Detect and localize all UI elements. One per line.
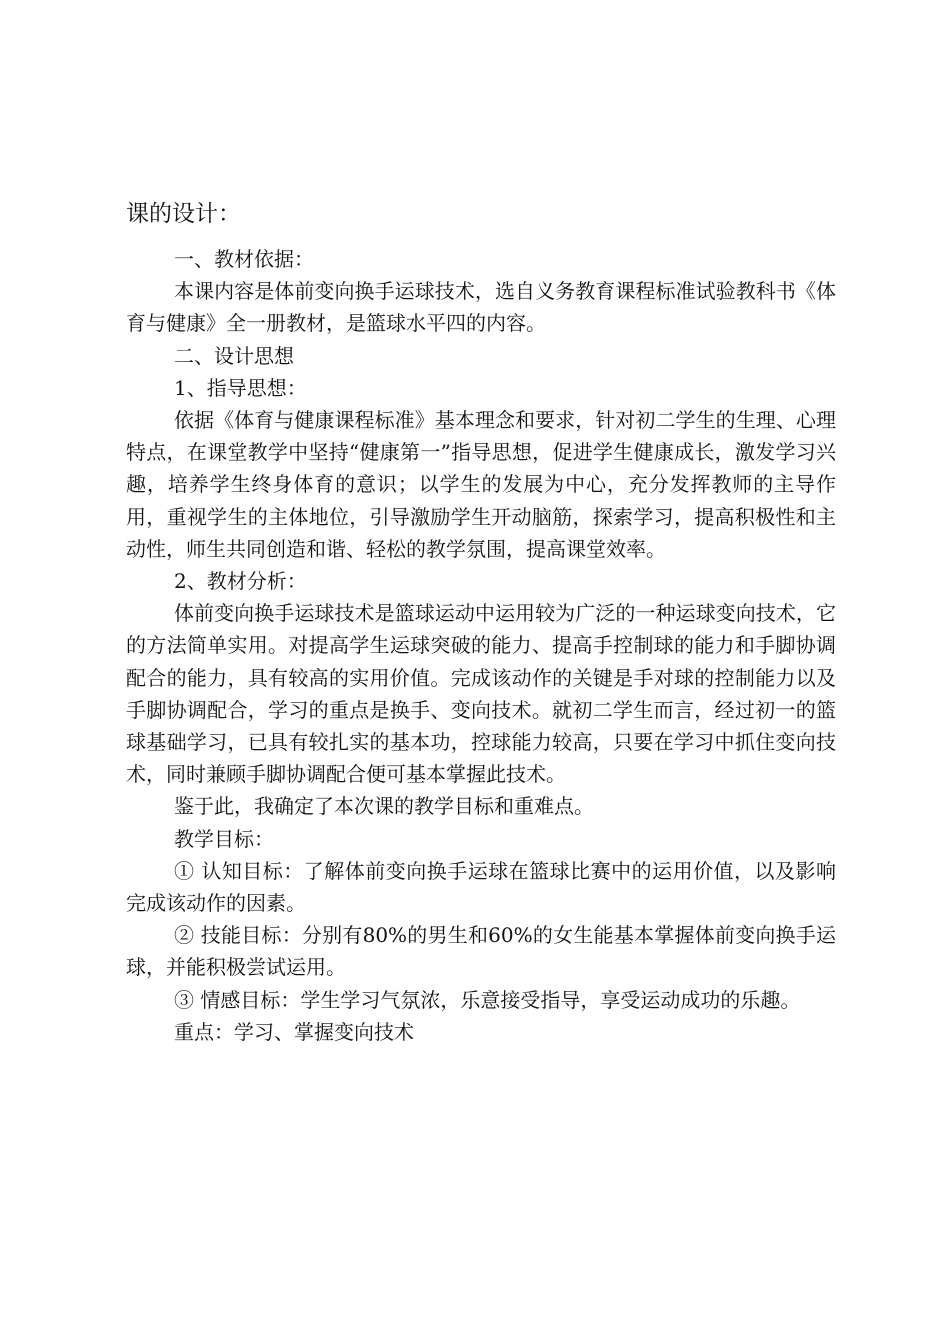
goal-skill: ② 技能目标：分别有80%的男生和60%的女生能基本掌握体前变向换手运球，并能积极尝试运用。 — [126, 923, 836, 980]
goal-affective: ③ 情感目标：学生学习气氛浓，乐意接受指导，享受运动成功的乐趣。 — [174, 987, 801, 1012]
subheading-teaching-goals: 教学目标： — [174, 826, 274, 851]
paragraph-guiding-idea: 依据《体育与健康课程标准》基本理念和要求，针对初二学生的生理、心理特点，在课堂教学中坚持“健康第一”指导思想，促进学生健康成长，激发学习兴趣，培养学生终身体育的意识；以学生的发展为中心，充分发挥教师的主导作用，重视学生的主体地位，引导激励学生开动脑筋，探索学习，提高积极性和主动性，师生共同创造和谐、轻松的教学氛围，提高课堂效率。 — [126, 408, 836, 561]
section-heading-textbook-basis: 一、教材依据： — [174, 247, 314, 271]
goal-cognitive: ① 认知目标：了解体前变向换手运球在篮球比赛中的运用价值，以及影响完成该动作的因素。 — [126, 858, 836, 916]
subheading-guiding-idea: 1、指导思想： — [174, 375, 307, 400]
document-body — [126, 243, 836, 1048]
section-heading-design-idea: 二、设计思想 — [174, 343, 294, 368]
key-point: 重点：学习、掌握变向技术 — [174, 1019, 414, 1044]
paragraph-conclusion: 鉴于此，我确定了本次课的教学目标和重难点。 — [174, 794, 594, 819]
page-title: 课的设计： — [126, 201, 241, 227]
subheading-textbook-analysis: 2、教材分析： — [174, 569, 307, 594]
paragraph-course-content: 本课内容是体前变向换手运球技术，选自义务教育课程标准试验教科书《体育与健康》全一册教材，是篮球水平四的内容。 — [126, 279, 836, 336]
paragraph-textbook-analysis: 体前变向换手运球技术是篮球运动中运用较为广泛的一种运球变向技术，它的方法简单实用。对提高学生运球突破的能力、提高手控制球的能力和手脚协调配合的能力，具有较高的实用价值。完成该动作的关键是手对球的控制能力以及手脚协调配合，学习的重点是换手、变向技术。就初二学生而言，经过初一的篮球基础学习，已具有较扎实的基本功，控球能力较高，只要在学习中抓住变向技术，同时兼顾手脚协调配合便可基本掌握此技术。 — [126, 601, 836, 787]
